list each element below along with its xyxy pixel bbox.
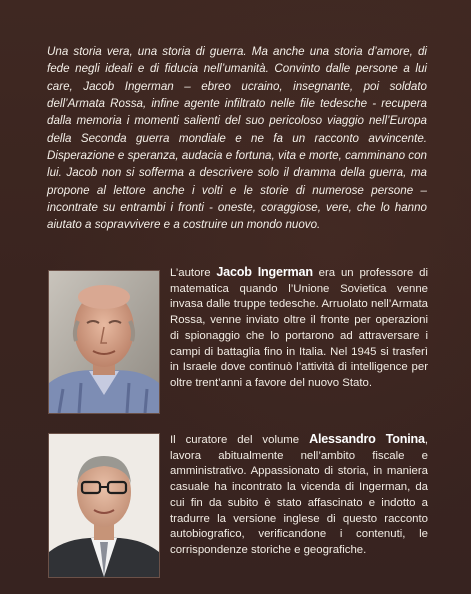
author-photo (48, 270, 160, 414)
curator-bio-intro: Il curatore del volume (170, 434, 310, 446)
synopsis-text: Una storia vera, una storia di guerra. Ma anche una storia d’amore, di fede negli ideali e di fiducia nell’umanità. Convinto dalle persone a lui care, Jacob Ingerman – ebreo ucraino, insegnante, poi soldato dell’Armata Rossa, infine agente infiltrato nelle file tedesche - recupera dalla memoria i momenti salienti del suo pericoloso viaggio nell’Europa della Seconda guerra mondiale e ne fa un racconto avvincente. Disperazione e speranza, audacia e fortuna, vita e morte, camminano con lui. Jacob non si sofferma a descrivere solo il dramma della guerra, ma propone al lettore anche i volti e le storie di numerose persone – incontrate su entrambi i fronti - oneste, coraggiose, vere, che lo hanno aiutato a sopravvivere e a costruire un mondo nuovo. (47, 45, 427, 232)
author-biography (170, 265, 428, 392)
curator-biography (170, 432, 428, 559)
curator-portrait-image (49, 434, 159, 577)
author-bio-text: era un professore di matematica quando l’Unione Sovietica venne invasa dalle truppe tedesche. Arruolato nell’Armata Rossa, venne inviato oltre il fronte per operazioni di spionaggio che lo portarono ad attraversare i campi di battaglia fino in Italia. Nel 1945 si trasferì in Israele dove continuò l’attività di intelligence per oltre trent’anni a favore del nuovo Stato. (170, 267, 428, 389)
author-portrait-image (49, 271, 159, 413)
curator-bio-text: , lavora abitualmente nell’ambito fiscale e amministrativo. Appassionato di storia, in maniera casuale ha incontrato la vicenda di Ingerman, da cui fin da subito è stato affascinato e indotto a tradurre la versione inglese di questo racconto autobiografico, verificandone i contenuti, le corrispondenze storiche e geografiche. (170, 434, 429, 556)
author-name: Jacob Ingerman (216, 265, 313, 279)
author-bio-intro: L’autore (170, 267, 217, 279)
curator-name: Alessandro Tonina (309, 432, 425, 446)
curator-photo (48, 433, 160, 578)
